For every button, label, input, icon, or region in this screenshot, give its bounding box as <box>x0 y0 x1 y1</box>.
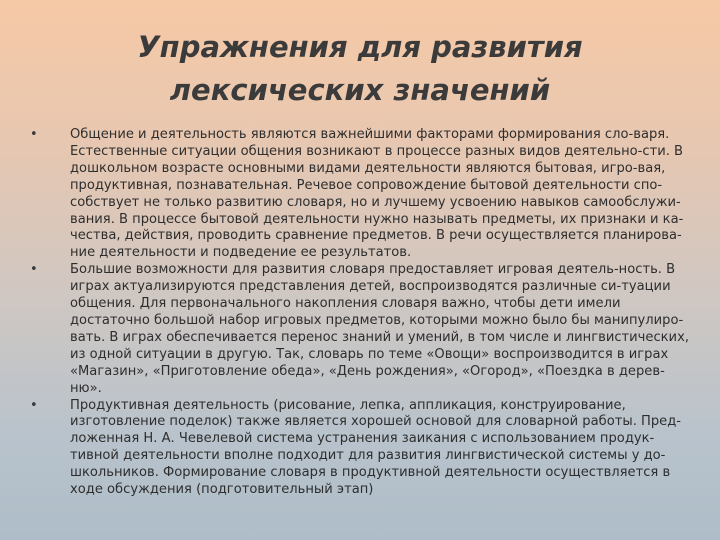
bullet-text: Общение и деятельность являются важнейшими факторами формирования сло-варя. Естественные ситуации общения возникают в процессе разных видов деятельно-сти. В дошкольном возрасте основными видами деятельности являются бытовая, игро-вая, продуктивная, познавательная. Речевое сопровождение бытовой деятельности спо-собствует не только развитию словаря, но и лучшему усвоению навыков самообслужи-вания. В процессе бытовой деятельности нужно называть предметы, их признаки и ка-чества, действия, проводить сравнение предметов. В речи осуществляется планирова-ние деятельности и подведение ее результатов. <box>70 127 684 261</box>
bullet-list <box>28 127 690 499</box>
slide-title: Упражнения для развития лексических значений <box>137 30 583 107</box>
bullet-text: Большие возможности для развития словаря предоставляет игровая деятель-ность. В играх актуализируются представления детей, воспроизводятся различные си-туации общения. Для первоначального накопления словаря важно, чтобы дети имели достаточно большой набор игровых предметов, которыми можно было бы манипулиро-вать. В играх обеспечивается перенос знаний и умений, в том числе и лингвистических, из одной ситуации в другую. Так, словарь по теме «Овощи» воспроизводится в играх «Магазин», «Приготовление обеда», «День рождения», «Огород», «Поездка в дерев-ню». <box>70 262 689 396</box>
bullet-dot-icon: • <box>30 262 38 278</box>
bullet-dot-icon: • <box>30 397 38 413</box>
bullet-item-communication <box>28 127 690 262</box>
bullet-item-productive-activity <box>28 398 690 499</box>
bullet-dot-icon: • <box>30 127 38 142</box>
bullet-item-play-activity <box>28 262 690 397</box>
bullet-text: Продуктивная деятельность (рисование, лепка, аппликация, конструирование, изготовление поделок) также является хорошей основой для словарной работы. Пред-ложенная Н. А. Чевелевой система устранения заикания с использованием продук-тивной деятельности вполне подходит для развития лингвистической системы у до-школьников. Формирование словаря в продуктивной деятельности осуществляется в ходе обсуждения (подготовительный этап) <box>70 397 682 498</box>
